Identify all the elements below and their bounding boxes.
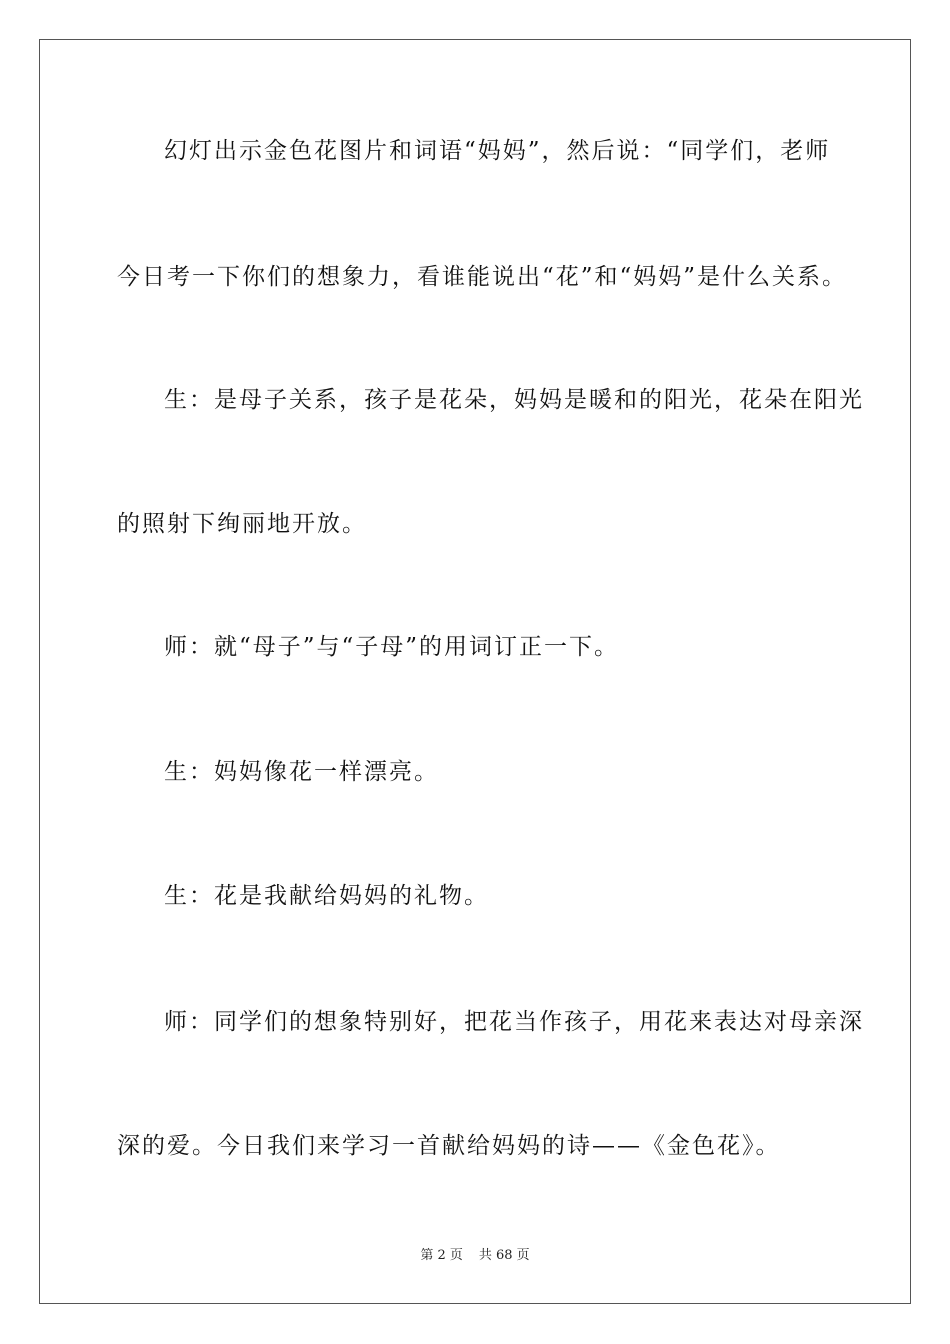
paragraph-line-8: 师：同学们的想象特别好，把花当作孩子，用花来表达对母亲深 [164,1009,864,1035]
paragraph-line-2: 今日考一下你们的想象力，看谁能说出“花”和“妈妈”是什么关系。 [117,264,848,290]
page-number: 第 2 页 [420,1248,463,1263]
page-border [39,39,911,1304]
page-footer [0,1247,950,1265]
paragraph-line-6: 生：妈妈像花一样漂亮。 [164,759,439,785]
paragraph-line-3: 生：是母子关系，孩子是花朵，妈妈是暖和的阳光，花朵在阳光 [164,387,864,413]
page-total: 共 68 页 [478,1248,530,1263]
paragraph-line-5: 师：就“母子”与“子母”的用词订正一下。 [164,634,620,660]
paragraph-line-9: 深的爱。今日我们来学习一首献给妈妈的诗——《金色花》。 [117,1133,781,1159]
paragraph-line-4: 的照射下绚丽地开放。 [117,511,367,537]
paragraph-line-1: 幻灯出示金色花图片和词语“妈妈”，然后说：“同学们，老师 [164,138,831,164]
paragraph-line-7: 生：花是我献给妈妈的礼物。 [164,883,489,909]
